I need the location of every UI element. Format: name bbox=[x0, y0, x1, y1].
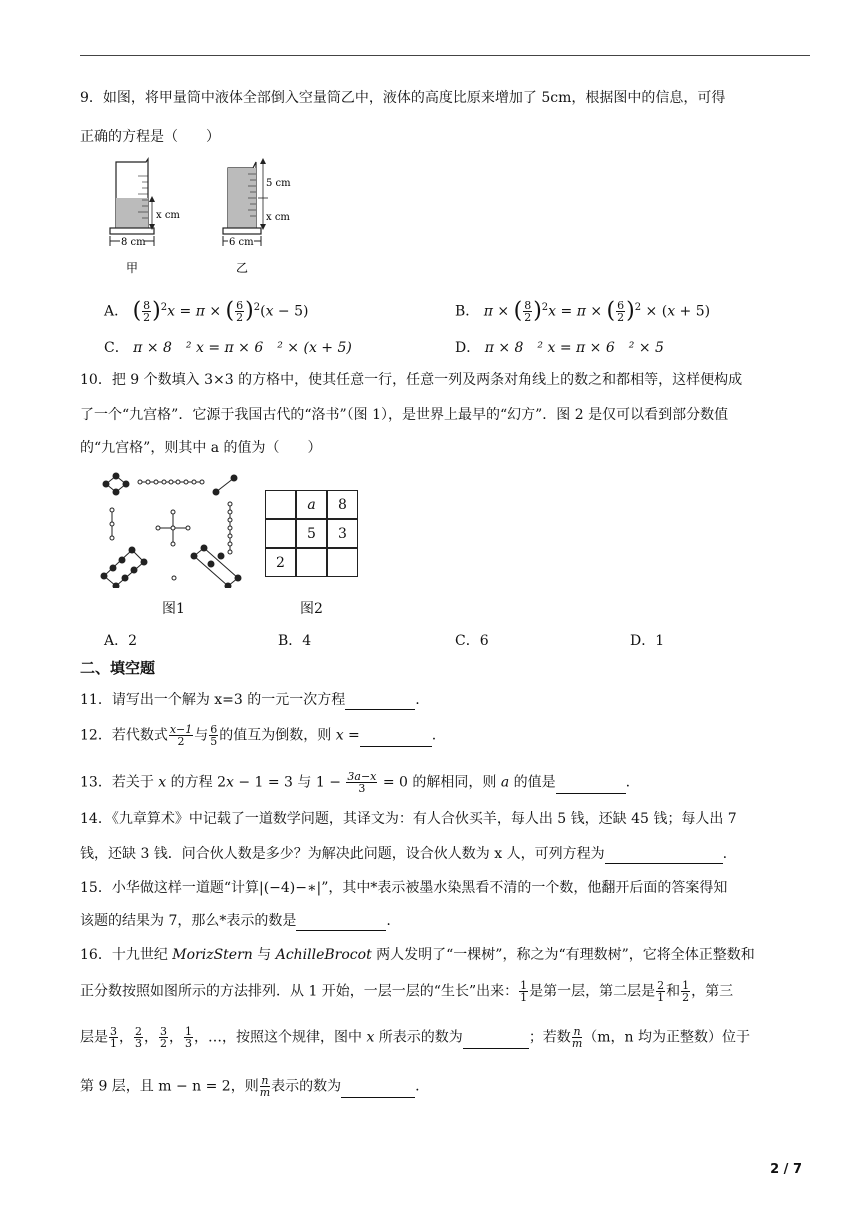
q15-line2 bbox=[80, 911, 391, 931]
q16-name1: MorizStern bbox=[172, 947, 253, 963]
q16-l3c: 所表示的数为 bbox=[374, 1029, 463, 1046]
grid-cell bbox=[296, 548, 327, 577]
q9-yi-label: 乙 bbox=[236, 261, 249, 275]
q16-name2: AchilleBrocot bbox=[275, 947, 372, 963]
nine-grid bbox=[265, 490, 358, 577]
fig1-label: 图1 bbox=[162, 601, 185, 617]
q10-line3: 的“九宫格”，则其中 a 的值为（ ） bbox=[80, 440, 322, 456]
q10-option-d[interactable]: D．1 bbox=[630, 633, 665, 649]
q13-end: . bbox=[625, 774, 631, 791]
q14-line2 bbox=[80, 844, 727, 864]
q12-prefix: 12．若代数式 bbox=[80, 727, 168, 744]
q12-suffix: 的值互为倒数，则 bbox=[219, 727, 336, 744]
grid-cell: a bbox=[296, 490, 327, 519]
grid-cell bbox=[265, 490, 296, 519]
q16-line2: 正分数按照如图所示的方法排列．从 1 开始，一层一层的“生长”出来： $\frac{1}{1}$ 是第一层，第二层是 $\frac{2}{1}$ 和 $\frac{1}{2}$ ，第三 bbox=[80, 979, 734, 1004]
q11 bbox=[80, 690, 420, 710]
q9-option-b-label: B． bbox=[455, 303, 480, 320]
q10-option-c[interactable]: C．6 bbox=[455, 633, 489, 649]
q15-end: . bbox=[386, 913, 391, 929]
q16-l3d: ；若数 bbox=[528, 1029, 571, 1046]
luoshu-figure bbox=[98, 472, 242, 588]
q10-line2: 了一个“九宫格”．它源于我国古代的“洛书”（图 1），是世界上最早的“幻方”．图 2 是仅可以看到部分数值 bbox=[80, 407, 729, 423]
q12-end: . bbox=[431, 727, 437, 744]
q16-answer-blank-2[interactable] bbox=[341, 1083, 415, 1098]
q9-option-a[interactable]: A． ( $\frac{8}{2}$ )$^2$x = π × ( $\frac{6}{2}$ )$^2$(x − 5) bbox=[104, 298, 309, 325]
q16-l1c: 两人发明了“一棵树”，称之为“有理数树”，它将全体正整数和 bbox=[371, 947, 755, 963]
q14-answer-blank[interactable] bbox=[605, 849, 723, 864]
q9-option-d-label: D． bbox=[455, 340, 481, 356]
q9-yi-height-label: x cm bbox=[266, 212, 290, 223]
q14-end: . bbox=[722, 846, 728, 862]
q9-option-c-text: π × 8 ² x = π × 6 ² × (x + 5) bbox=[133, 340, 352, 356]
q16-l2a: 正分数按照如图所示的方法排列．从 1 开始，一层一层的“生长”出来： bbox=[80, 983, 519, 1000]
section-fill-in-title: 二、填空题 bbox=[80, 659, 156, 677]
q9-yi-top-label: 5 cm bbox=[266, 178, 291, 189]
q12-eq: = bbox=[343, 727, 360, 744]
grid-cell bbox=[265, 519, 296, 548]
q10-line1: 10．把 9 个数填入 3×3 的方格中，使其任意一行，任意一列及两条对角线上的数之和都相等，这样便构成 bbox=[80, 372, 743, 388]
q13-mid2: − 1 = 3 与 1 − bbox=[233, 774, 346, 791]
q15-line1: 15．小华做这样一道题“计算|(−4)−∗|”，其中*表示被墨水染黑看不清的一个数，他翻开后面的答案得知 bbox=[80, 880, 728, 896]
q16-l3b: ，…，按照这个规律，图中 bbox=[194, 1029, 367, 1046]
q16-answer-blank-1[interactable] bbox=[463, 1034, 529, 1049]
q13-mid3: = 0 的解相同，则 bbox=[378, 774, 501, 791]
q9-cylinder-figure bbox=[98, 156, 298, 280]
fig2-label: 图2 bbox=[300, 601, 323, 617]
grid-cell: 2 bbox=[265, 548, 296, 577]
q13-mid1: 的方程 2 bbox=[166, 774, 226, 791]
q16-l1a: 16．十九世纪 bbox=[80, 947, 173, 963]
q13-answer-blank[interactable] bbox=[556, 779, 626, 794]
q12-mid: 与 bbox=[194, 727, 209, 744]
q14-line2-text: 钱，还缺 3 钱．问合伙人数是多少？为解决此问题，设合伙人数为 x 人，可列方程为 bbox=[80, 846, 605, 862]
q13-prefix: 13．若关于 bbox=[80, 774, 159, 791]
q13-mid4: 的值是 bbox=[509, 774, 556, 791]
q9-option-d-text: π × 8 ² x = π × 6 ² × 5 bbox=[484, 340, 664, 356]
q12: 12．若代数式 $\frac{x-1}{2}$ 与 $\frac{6}{5}$ 的值互为倒数，则 x = . bbox=[80, 723, 437, 748]
q9-option-c-label: C． bbox=[104, 340, 129, 356]
q12-var: x bbox=[335, 727, 344, 744]
q16-l4a: 第 9 层，且 m − n = 2，则 bbox=[80, 1078, 259, 1095]
q9-option-a-label: A． bbox=[104, 303, 129, 320]
q9-yi-width-label: 6 cm bbox=[229, 237, 254, 248]
q14-line1: 14．《九章算术》中记载了一道数学问题，其译文为：有人合伙买羊，每人出 5 钱，还缺 45 钱；每人出 7 bbox=[80, 811, 737, 827]
q16-l2b: 是第一层，第二层是 bbox=[529, 983, 656, 1000]
q9-option-d[interactable] bbox=[455, 338, 664, 358]
q9-jia-label: 甲 bbox=[126, 261, 139, 275]
q15-line2-text: 该题的结果为 7，那么*表示的数是 bbox=[80, 913, 297, 929]
header-rule bbox=[80, 55, 810, 56]
q9-option-b[interactable]: B． π × ( $\frac{8}{2}$ )$^2$x = π × ( $\frac{6}{2}$ )$^2$ × (x + 5) bbox=[455, 298, 711, 325]
q16-l4b: 表示的数为 bbox=[271, 1078, 342, 1095]
q15-answer-blank[interactable] bbox=[296, 916, 386, 931]
q13: 13．若关于 x 的方程 2x − 1 = 3 与 1 − $\frac{3a-x}{3}$ = 0 的解相同，则 a 的值是 . bbox=[80, 770, 631, 795]
page-number: 2 / 7 bbox=[770, 1162, 802, 1177]
q16-l1b: 与 bbox=[252, 947, 276, 963]
q9-stem-line1: 9．如图，将甲量筒中液体全部倒入空量筒乙中，液体的高度比原来增加了 5cm，根据图中的信息，可得 bbox=[80, 90, 726, 106]
q10-option-a[interactable]: A．2 bbox=[104, 633, 138, 649]
grid-cell: 5 bbox=[296, 519, 327, 548]
q16-l2d: ，第三 bbox=[691, 983, 734, 1000]
q9-jia-width-label: 8 cm bbox=[121, 237, 146, 248]
q10-option-b[interactable]: B．4 bbox=[278, 633, 312, 649]
q16-line3: 层是 $\frac{3}{1}$ ， $\frac{2}{3}$ ， $\frac{3}{2}$ ， $\frac{1}{3}$ ，…，按照这个规律，图中 x 所表示的数为 ；若数 $\frac{n}{m}$ （m，n 均为正整数）位于 bbox=[80, 1025, 750, 1050]
q16-line1 bbox=[80, 945, 755, 965]
q11-end: . bbox=[415, 692, 420, 708]
grid-cell: 3 bbox=[327, 519, 358, 548]
q16-end: . bbox=[415, 1078, 420, 1095]
q16-l2c: 和 bbox=[666, 983, 681, 1000]
q9-option-c[interactable] bbox=[104, 338, 352, 358]
q11-answer-blank[interactable] bbox=[345, 695, 415, 710]
q12-answer-blank[interactable] bbox=[360, 732, 432, 747]
q16-line4: 第 9 层，且 m − n = 2，则 $\frac{n}{m}$ 表示的数为 . bbox=[80, 1074, 420, 1099]
q11-text: 11．请写出一个解为 x=3 的一元一次方程 bbox=[80, 692, 346, 708]
q16-l3a: 层是 bbox=[80, 1029, 108, 1046]
q9-stem-line2: 正确的方程是（ ） bbox=[80, 129, 220, 145]
q16-l3e: （m，n 均为正整数）位于 bbox=[583, 1029, 750, 1046]
grid-cell: 8 bbox=[327, 490, 358, 519]
q9-jia-height-label: x cm bbox=[156, 210, 180, 221]
grid-cell bbox=[327, 548, 358, 577]
